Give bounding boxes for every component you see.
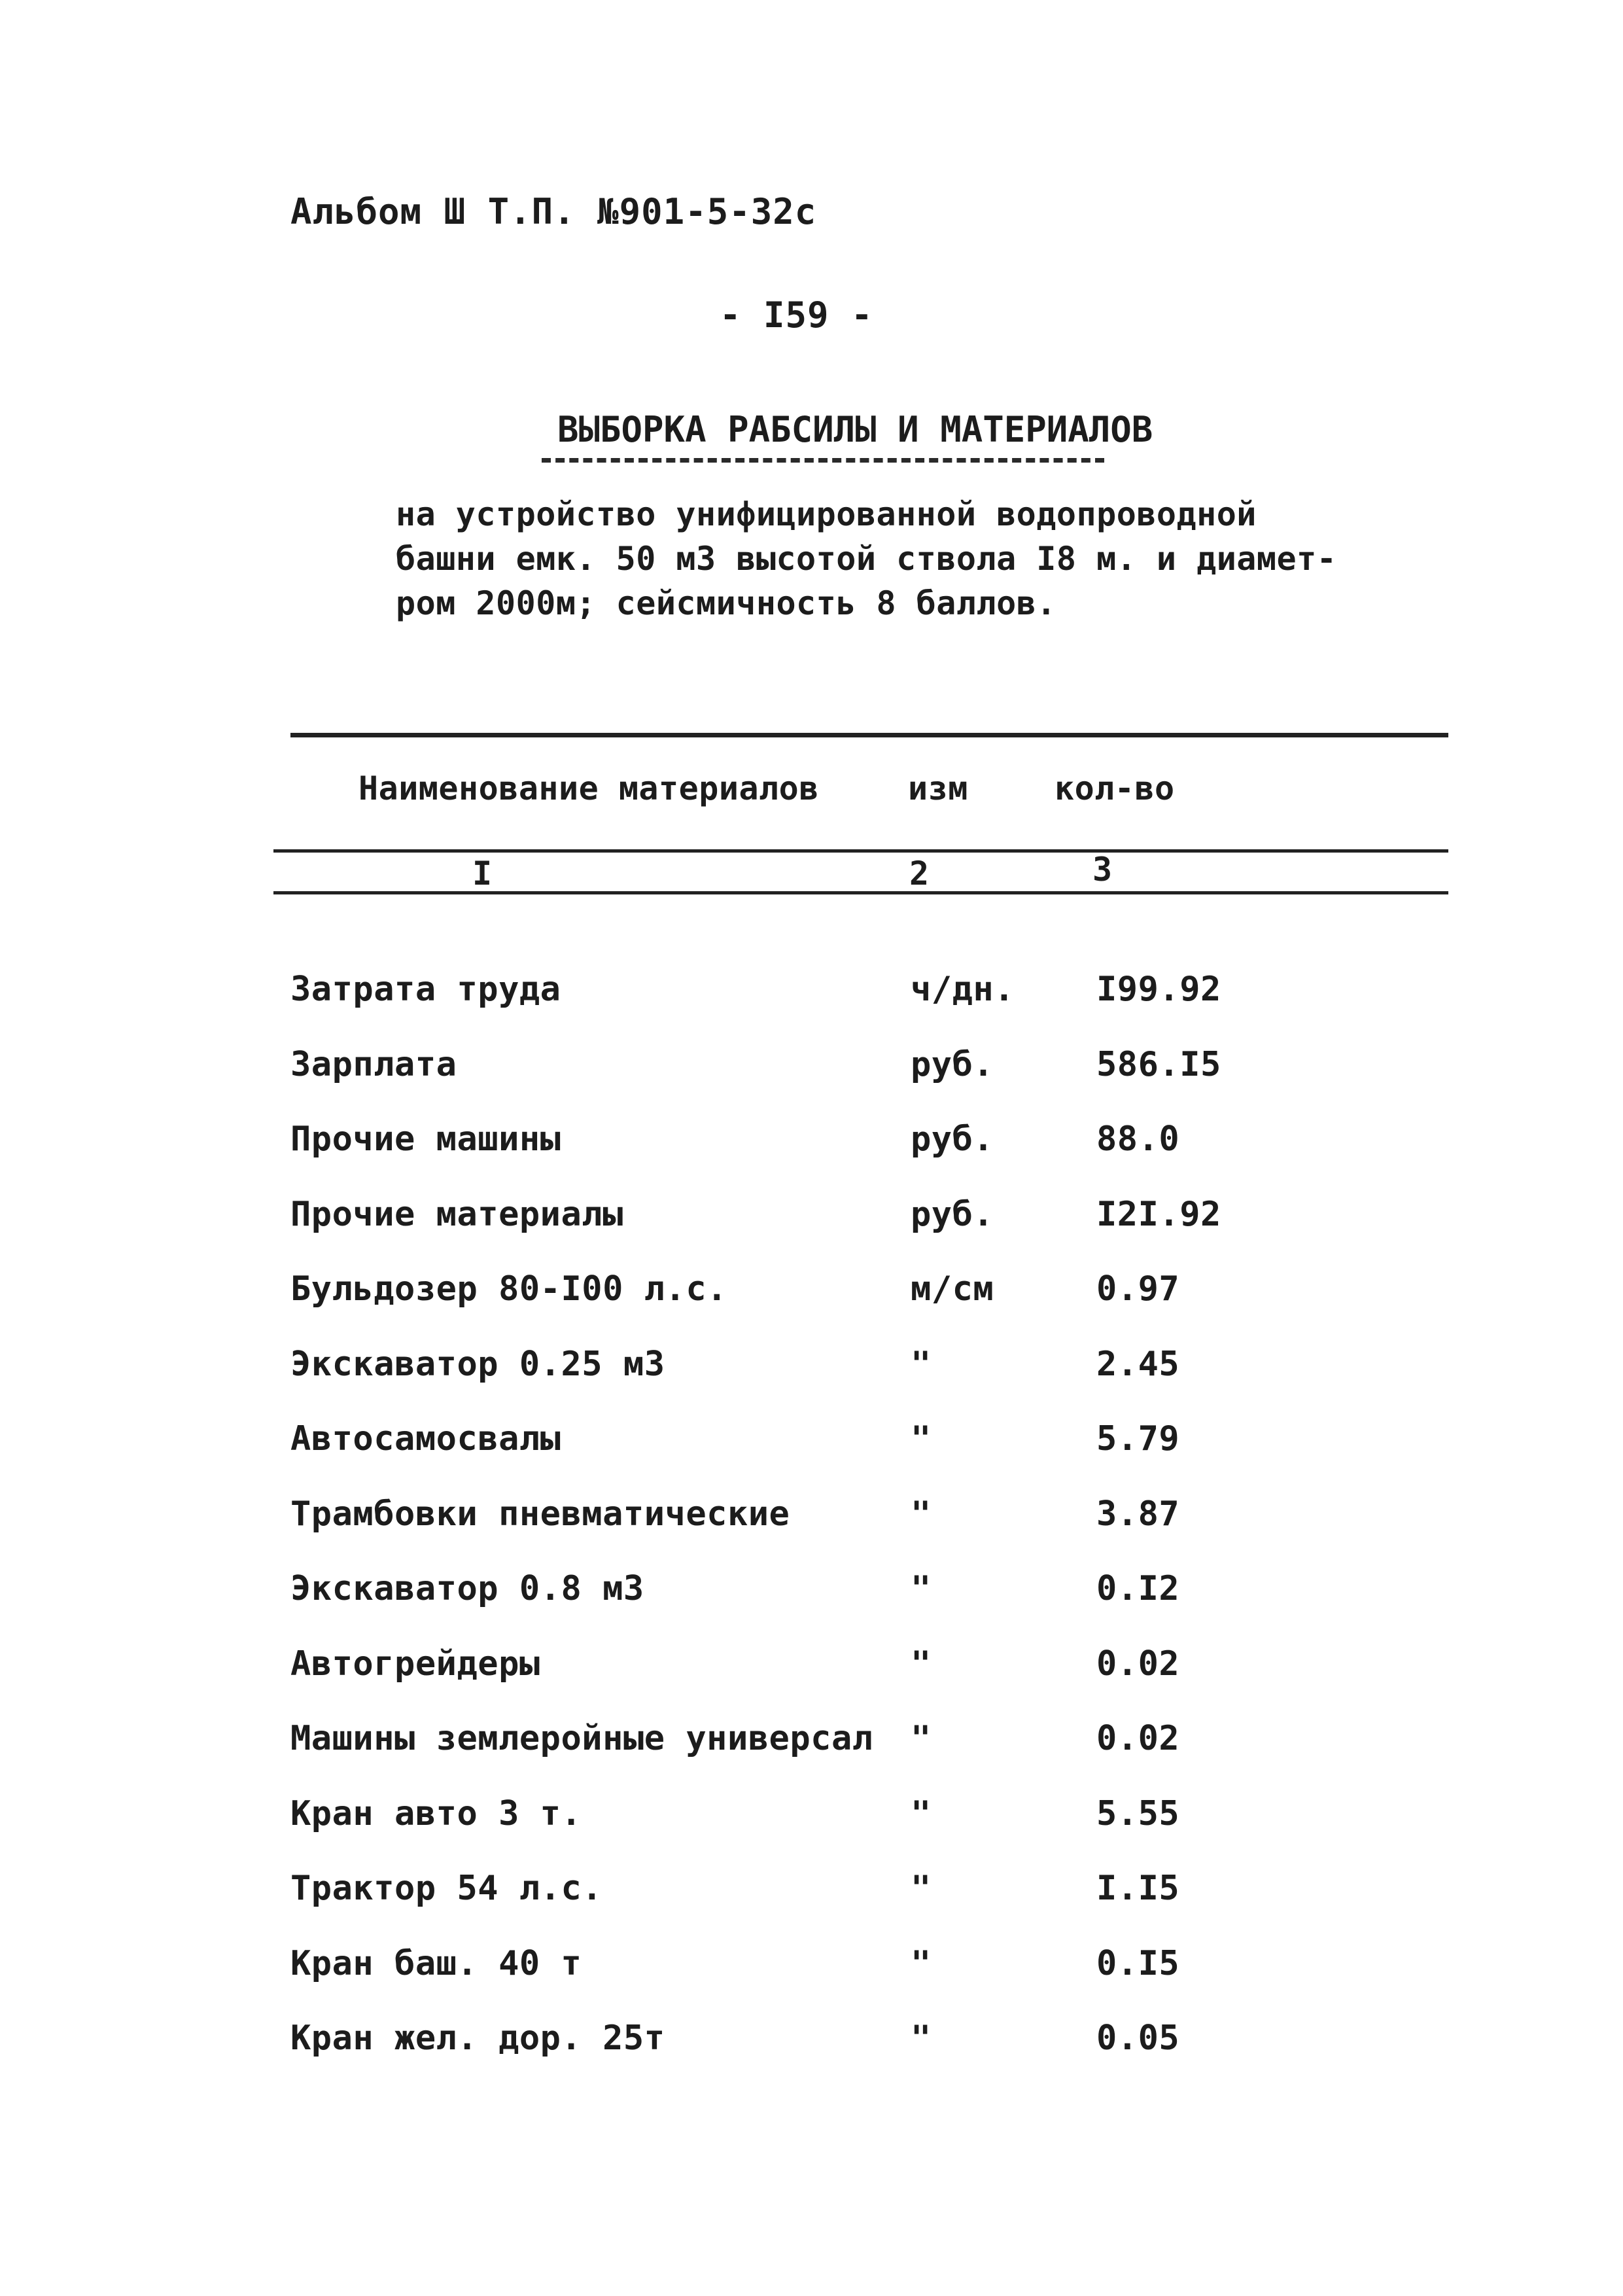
unit-of-measure: " xyxy=(911,1494,932,1534)
quantity: 2.45 xyxy=(1096,1344,1180,1384)
column-number-name: I xyxy=(472,855,493,892)
material-name: Трактор 54 л.с. xyxy=(290,1869,603,1908)
quantity: 0.I2 xyxy=(1096,1569,1180,1608)
unit-of-measure: " xyxy=(911,1419,932,1458)
document-subtitle xyxy=(396,492,1337,626)
quantity: 5.79 xyxy=(1096,1419,1180,1458)
material-name: Автогрейдеры xyxy=(290,1644,540,1684)
unit-of-measure: руб. xyxy=(911,1044,994,1084)
unit-of-measure: " xyxy=(911,1719,932,1758)
material-name: Бульдозер 80-I00 л.с. xyxy=(290,1269,727,1309)
quantity: 0.I5 xyxy=(1096,1943,1180,1983)
quantity: 5.55 xyxy=(1096,1793,1180,1833)
material-name: Прочие материалы xyxy=(290,1194,623,1234)
quantity: 0.02 xyxy=(1096,1719,1180,1758)
material-name: Экскаватор 0.8 м3 xyxy=(290,1569,644,1608)
table-row xyxy=(0,1569,1623,1644)
document-title: ВЫБОРКА РАБСИЛЫ И МАТЕРИАЛОВ xyxy=(557,409,1153,450)
album-reference: Альбом Ш Т.П. №901-5-32с xyxy=(290,191,817,232)
column-number-qty: 3 xyxy=(1092,851,1113,889)
table-row xyxy=(0,1419,1623,1494)
table-row xyxy=(0,1494,1623,1570)
material-name: Зарплата xyxy=(290,1044,457,1084)
material-name: Прочие машины xyxy=(290,1120,561,1159)
material-name: Кран жел. дор. 25т xyxy=(290,2019,665,2058)
quantity: I.I5 xyxy=(1096,1869,1180,1908)
material-name: Затрата труда xyxy=(290,970,561,1009)
table-row xyxy=(0,1120,1623,1195)
material-name: Экскаватор 0.25 м3 xyxy=(290,1344,665,1384)
unit-of-measure: м/см xyxy=(911,1269,994,1309)
unit-of-measure: " xyxy=(911,1644,932,1684)
unit-of-measure: руб. xyxy=(911,1120,994,1159)
table-row xyxy=(0,2019,1623,2094)
column-number-unit: 2 xyxy=(909,855,930,892)
table-row xyxy=(0,1794,1623,1869)
header-rule-2 xyxy=(273,891,1448,894)
quantity: 3.87 xyxy=(1096,1494,1180,1534)
subtitle-line: башни емк. 50 м3 высотой ствола I8 м. и диамет- xyxy=(396,540,1337,578)
table-row xyxy=(0,1195,1623,1270)
unit-of-measure: ч/дн. xyxy=(911,970,1015,1009)
table-row xyxy=(0,1269,1623,1345)
material-name: Трамбовки пневматические xyxy=(290,1494,790,1534)
table-row xyxy=(0,1644,1623,1720)
unit-of-measure: " xyxy=(911,1569,932,1608)
material-name: Кран авто 3 т. xyxy=(290,1793,582,1833)
subtitle-line: ром 2000м; сейсмичность 8 баллов. xyxy=(396,584,1056,622)
column-header-unit: изм xyxy=(908,769,968,807)
header-rule-1 xyxy=(273,849,1448,853)
title-underline xyxy=(542,458,1104,463)
material-name: Машины землеройные универсал xyxy=(290,1719,873,1758)
quantity: 586.I5 xyxy=(1096,1044,1221,1084)
unit-of-measure: " xyxy=(911,1943,932,1983)
table-row xyxy=(0,1869,1623,1944)
table-row xyxy=(0,1345,1623,1420)
material-name: Кран баш. 40 т xyxy=(290,1943,582,1983)
column-header-name: Наименование материалов xyxy=(358,769,819,807)
unit-of-measure: " xyxy=(911,1793,932,1833)
table-row xyxy=(0,970,1623,1045)
column-header-qty: кол-во xyxy=(1055,769,1175,807)
unit-of-measure: руб. xyxy=(911,1194,994,1234)
quantity: I99.92 xyxy=(1096,970,1221,1009)
subtitle-line: на устройство унифицированной водопроводной xyxy=(396,495,1257,533)
unit-of-measure: " xyxy=(911,1344,932,1384)
quantity: I2I.92 xyxy=(1096,1194,1221,1234)
material-name: Автосамосвалы xyxy=(290,1419,561,1458)
table-row xyxy=(0,1719,1623,1794)
table-body xyxy=(0,970,1623,2094)
quantity: 0.05 xyxy=(1096,2019,1180,2058)
unit-of-measure: " xyxy=(911,2019,932,2058)
quantity: 0.02 xyxy=(1096,1644,1180,1684)
page-number: - I59 - xyxy=(720,294,873,336)
table-top-rule xyxy=(290,733,1448,737)
table-row xyxy=(0,1944,1623,2019)
table-row xyxy=(0,1045,1623,1120)
quantity: 88.0 xyxy=(1096,1120,1180,1159)
unit-of-measure: " xyxy=(911,1869,932,1908)
quantity: 0.97 xyxy=(1096,1269,1180,1309)
